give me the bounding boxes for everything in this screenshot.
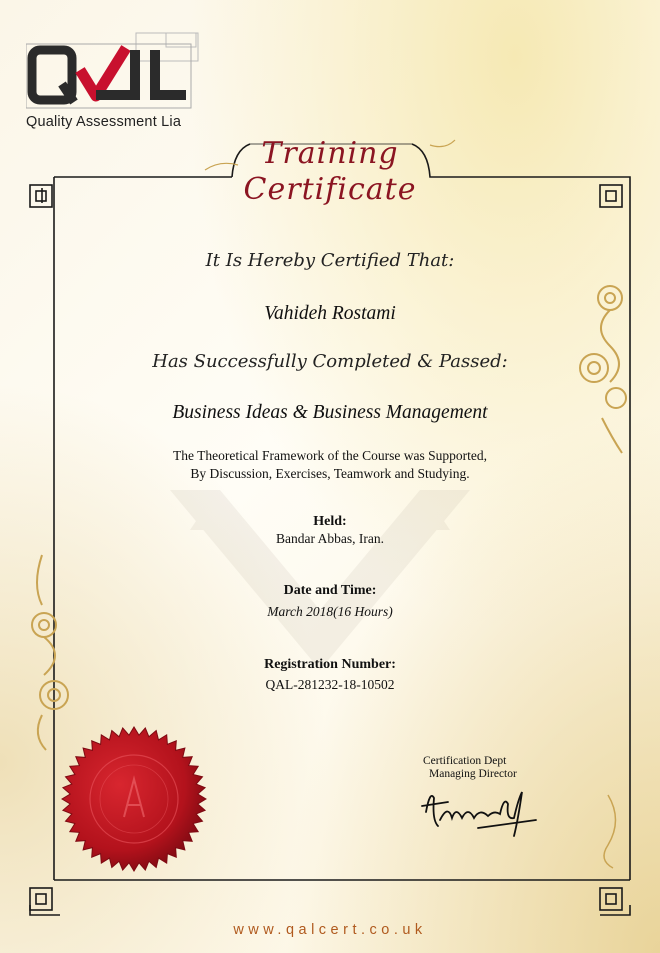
handwritten-signature	[418, 780, 548, 840]
date-time-value: March 2018(16 Hours)	[267, 604, 393, 619]
date-time-label: Date and Time:	[283, 583, 377, 598]
description-line-1: The Theoretical Framework of the Course was Supported,	[173, 448, 487, 463]
course-name: Business Ideas & Business Management	[172, 402, 488, 423]
watermark-emblem	[150, 470, 490, 680]
gold-ornament-right-bottom	[598, 790, 633, 870]
signatory-title: Managing Director	[429, 768, 517, 780]
course-description	[0, 447, 660, 483]
red-wax-seal	[58, 725, 210, 873]
gold-ornament-left	[22, 545, 82, 755]
title-line-2: Certificate	[243, 172, 417, 207]
held-value: Bandar Abbas, Iran.	[276, 531, 384, 546]
completed-phrase: Has Successfully Completed & Passed:	[152, 351, 508, 372]
certificate-title	[210, 136, 450, 208]
signatory-dept: Certification Dept	[423, 755, 507, 767]
logo-caption: Quality Assessment Lia	[26, 114, 182, 130]
recipient-name: Vahideh Rostami	[264, 303, 396, 324]
website-url: www.qalcert.co.uk	[233, 922, 427, 938]
title-line-1: Training	[261, 136, 399, 171]
registration-label: Registration Number:	[264, 657, 396, 672]
description-line-2: By Discussion, Exercises, Teamwork and Studying.	[190, 466, 470, 481]
registration-value: QAL-281232-18-10502	[265, 677, 395, 692]
signatory-block	[423, 755, 563, 781]
held-label: Held:	[313, 514, 347, 529]
certify-phrase: It Is Hereby Certified That:	[205, 250, 455, 271]
